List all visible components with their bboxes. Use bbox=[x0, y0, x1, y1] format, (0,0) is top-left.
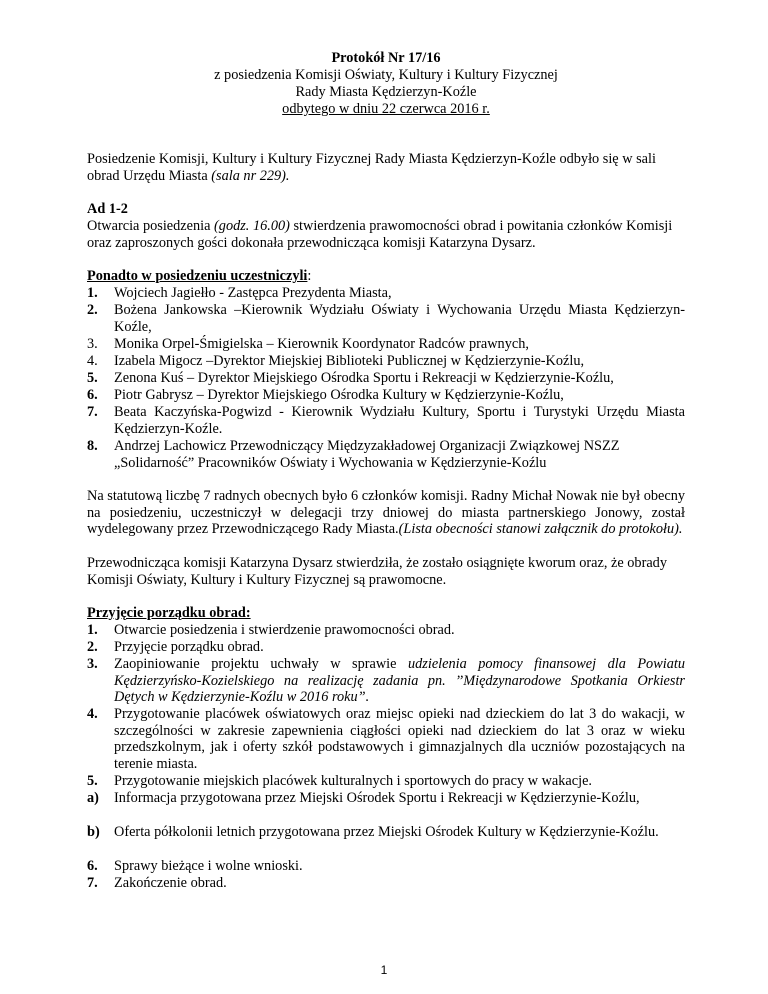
ad12-paragraph bbox=[87, 218, 685, 251]
agenda-number: 3. bbox=[87, 656, 98, 672]
agenda-heading: Przyjęcie porządku obrad: bbox=[87, 605, 251, 621]
agenda-number: 7. bbox=[87, 875, 98, 891]
agenda-text-italic: udzielenia pomocy finansowej dla Powiatu Kędzierzyńsko-Kozielskiego na realizację zadania pn. ’’Międzynarodowe Spotkania Orkiestr Dętych w Kędzierzynie-Koźlu w 2016 roku”. bbox=[114, 656, 685, 706]
participant-number: 7. bbox=[87, 404, 98, 420]
ad12-text-1: Otwarcia posiedzenia bbox=[87, 218, 215, 234]
agenda-text bbox=[114, 656, 685, 706]
agenda-number: 1. bbox=[87, 622, 98, 638]
agenda-number: 5. bbox=[87, 773, 98, 789]
participant-text: Piotr Gabrysz – Dyrektor Miejskiego Ośrodka Kultury w Kędzierzynie-Koźlu, bbox=[114, 387, 564, 403]
attendance-note: (Lista obecności stanowi załącznik do protokołu). bbox=[398, 521, 683, 538]
ad12-heading: Ad 1-2 bbox=[87, 201, 128, 217]
participant-number: 3. bbox=[87, 336, 98, 352]
agenda-text: Otwarcie posiedzenia i stwierdzenie prawomocności obrad. bbox=[114, 622, 455, 638]
participants-heading-text: Ponadto w posiedzeniu uczestniczyli bbox=[87, 268, 308, 284]
agenda-text: Przyjęcie porządku obrad. bbox=[114, 639, 264, 655]
page-number: 1 bbox=[380, 963, 388, 977]
agenda-letter: b) bbox=[87, 824, 100, 840]
agenda-text: Przygotowanie miejskich placówek kulturalnych i sportowych do pracy w wakacje. bbox=[114, 773, 593, 789]
participant-number: 1. bbox=[87, 285, 98, 301]
participants-heading bbox=[87, 268, 685, 285]
title-date-line: odbytego w dniu 22 czerwca 2016 r. bbox=[282, 101, 490, 117]
agenda-text: Informacja przygotowana przez Miejski Ośrodek Sportu i Rekreacji w Kędzierzynie-Koźlu, bbox=[114, 790, 640, 806]
agenda-text: Oferta półkolonii letnich przygotowana przez Miejski Ośrodek Kultury w Kędzierzynie-Koźlu. bbox=[114, 824, 659, 840]
ad12-text-2: stwierdzenia prawomocności obrad i powitania członków Komisji oraz zaproszonych gości dokonała przewodnicząca komisji Katarzyna Dysarz. bbox=[87, 218, 673, 251]
intro-paragraph bbox=[87, 151, 685, 184]
participant-text: Andrzej Lachowicz Przewodniczący Międzyzakładowej Organizacji Związkowej NSZZ „Solidarność” Pracowników Oświaty i Wychowania w Kędzierzynie-Koźlu bbox=[114, 438, 620, 471]
agenda-letter: a) bbox=[87, 790, 99, 806]
participant-number: 4. bbox=[87, 353, 98, 369]
participants-heading-colon: : bbox=[307, 268, 312, 284]
agenda-number: 2. bbox=[87, 639, 98, 655]
participant-number: 2. bbox=[87, 302, 98, 318]
intro-room: (sala nr 229). bbox=[211, 167, 290, 184]
document-title: Protokół Nr 17/16 bbox=[331, 50, 441, 66]
title-line-3: Rady Miasta Kędzierzyn-Koźle bbox=[295, 84, 477, 100]
agenda-text-plain: Zaopiniowanie projektu uchwały w sprawie bbox=[114, 656, 408, 672]
quorum-text: Na statutową liczbę 7 radnych obecnych było 6 członków komisji. Radny Michał Nowak nie był obecny na posiedzeniu, uczestniczył w delegacji trzy dniowej do miasta partnerskiego Jonowy, został wydelegowany przez Przewodniczącego Rady Miasta. bbox=[87, 488, 685, 538]
agenda-number: 6. bbox=[87, 858, 98, 874]
agenda-text: Przygotowanie placówek oświatowych oraz miejsc opieki nad dzieckiem do lat 3 do wakacji, w szczególności w zakresie zapewnienia ciągłości opieki nad dzieckiem do lat 3 oraz w wieku przedszkolnym, jak i oferty szkół podstawowych i gimnazjalnych dla uczniów pozostających na terenie miasta. bbox=[114, 706, 685, 773]
agenda-text: Sprawy bieżące i wolne wnioski. bbox=[114, 858, 303, 874]
agenda-text: Zakończenie obrad. bbox=[114, 875, 227, 891]
intro-text: Posiedzenie Komisji, Kultury i Kultury Fizycznej Rady Miasta Kędzierzyn-Koźle odbyło się w sali obrad Urzędu Miasta bbox=[87, 151, 656, 184]
participant-number: 6. bbox=[87, 387, 98, 403]
participant-text: Izabela Migocz –Dyrektor Miejskiej Biblioteki Publicznej w Kędzierzynie-Koźlu, bbox=[114, 353, 585, 369]
participant-number: 8. bbox=[87, 438, 98, 454]
ad12-time: (godz. 16.00) bbox=[214, 218, 290, 234]
quorum-confirmation: Przewodnicząca komisji Katarzyna Dysarz stwierdziła, że zostało osiągnięte kworum oraz, że obrady Komisji Oświaty, Kultury i Kultury Fizycznej są prawomocne. bbox=[87, 555, 667, 588]
quorum-paragraph bbox=[87, 488, 685, 538]
participant-text: Zenona Kuś – Dyrektor Miejskiego Ośrodka Sportu i Rekreacji w Kędzierzynie-Koźlu, bbox=[114, 370, 614, 386]
participant-number: 5. bbox=[87, 370, 98, 386]
participant-text: Beata Kaczyńska-Pogwizd - Kierownik Wydziału Kultury, Sportu i Turystyki Urzędu Miasta Kędzierzyn-Koźle. bbox=[114, 404, 685, 437]
participant-text: Bożena Jankowska –Kierownik Wydziału Oświaty i Wychowania Urzędu Miasta Kędzierzyn-Koźle, bbox=[114, 302, 685, 335]
title-line-2: z posiedzenia Komisji Oświaty, Kultury i Kultury Fizycznej bbox=[214, 67, 558, 83]
participant-text: Wojciech Jagiełło - Zastępca Prezydenta Miasta, bbox=[114, 285, 392, 301]
participant-text: Monika Orpel-Śmigielska – Kierownik Koordynator Radców prawnych, bbox=[114, 336, 529, 352]
agenda-number: 4. bbox=[87, 706, 98, 722]
